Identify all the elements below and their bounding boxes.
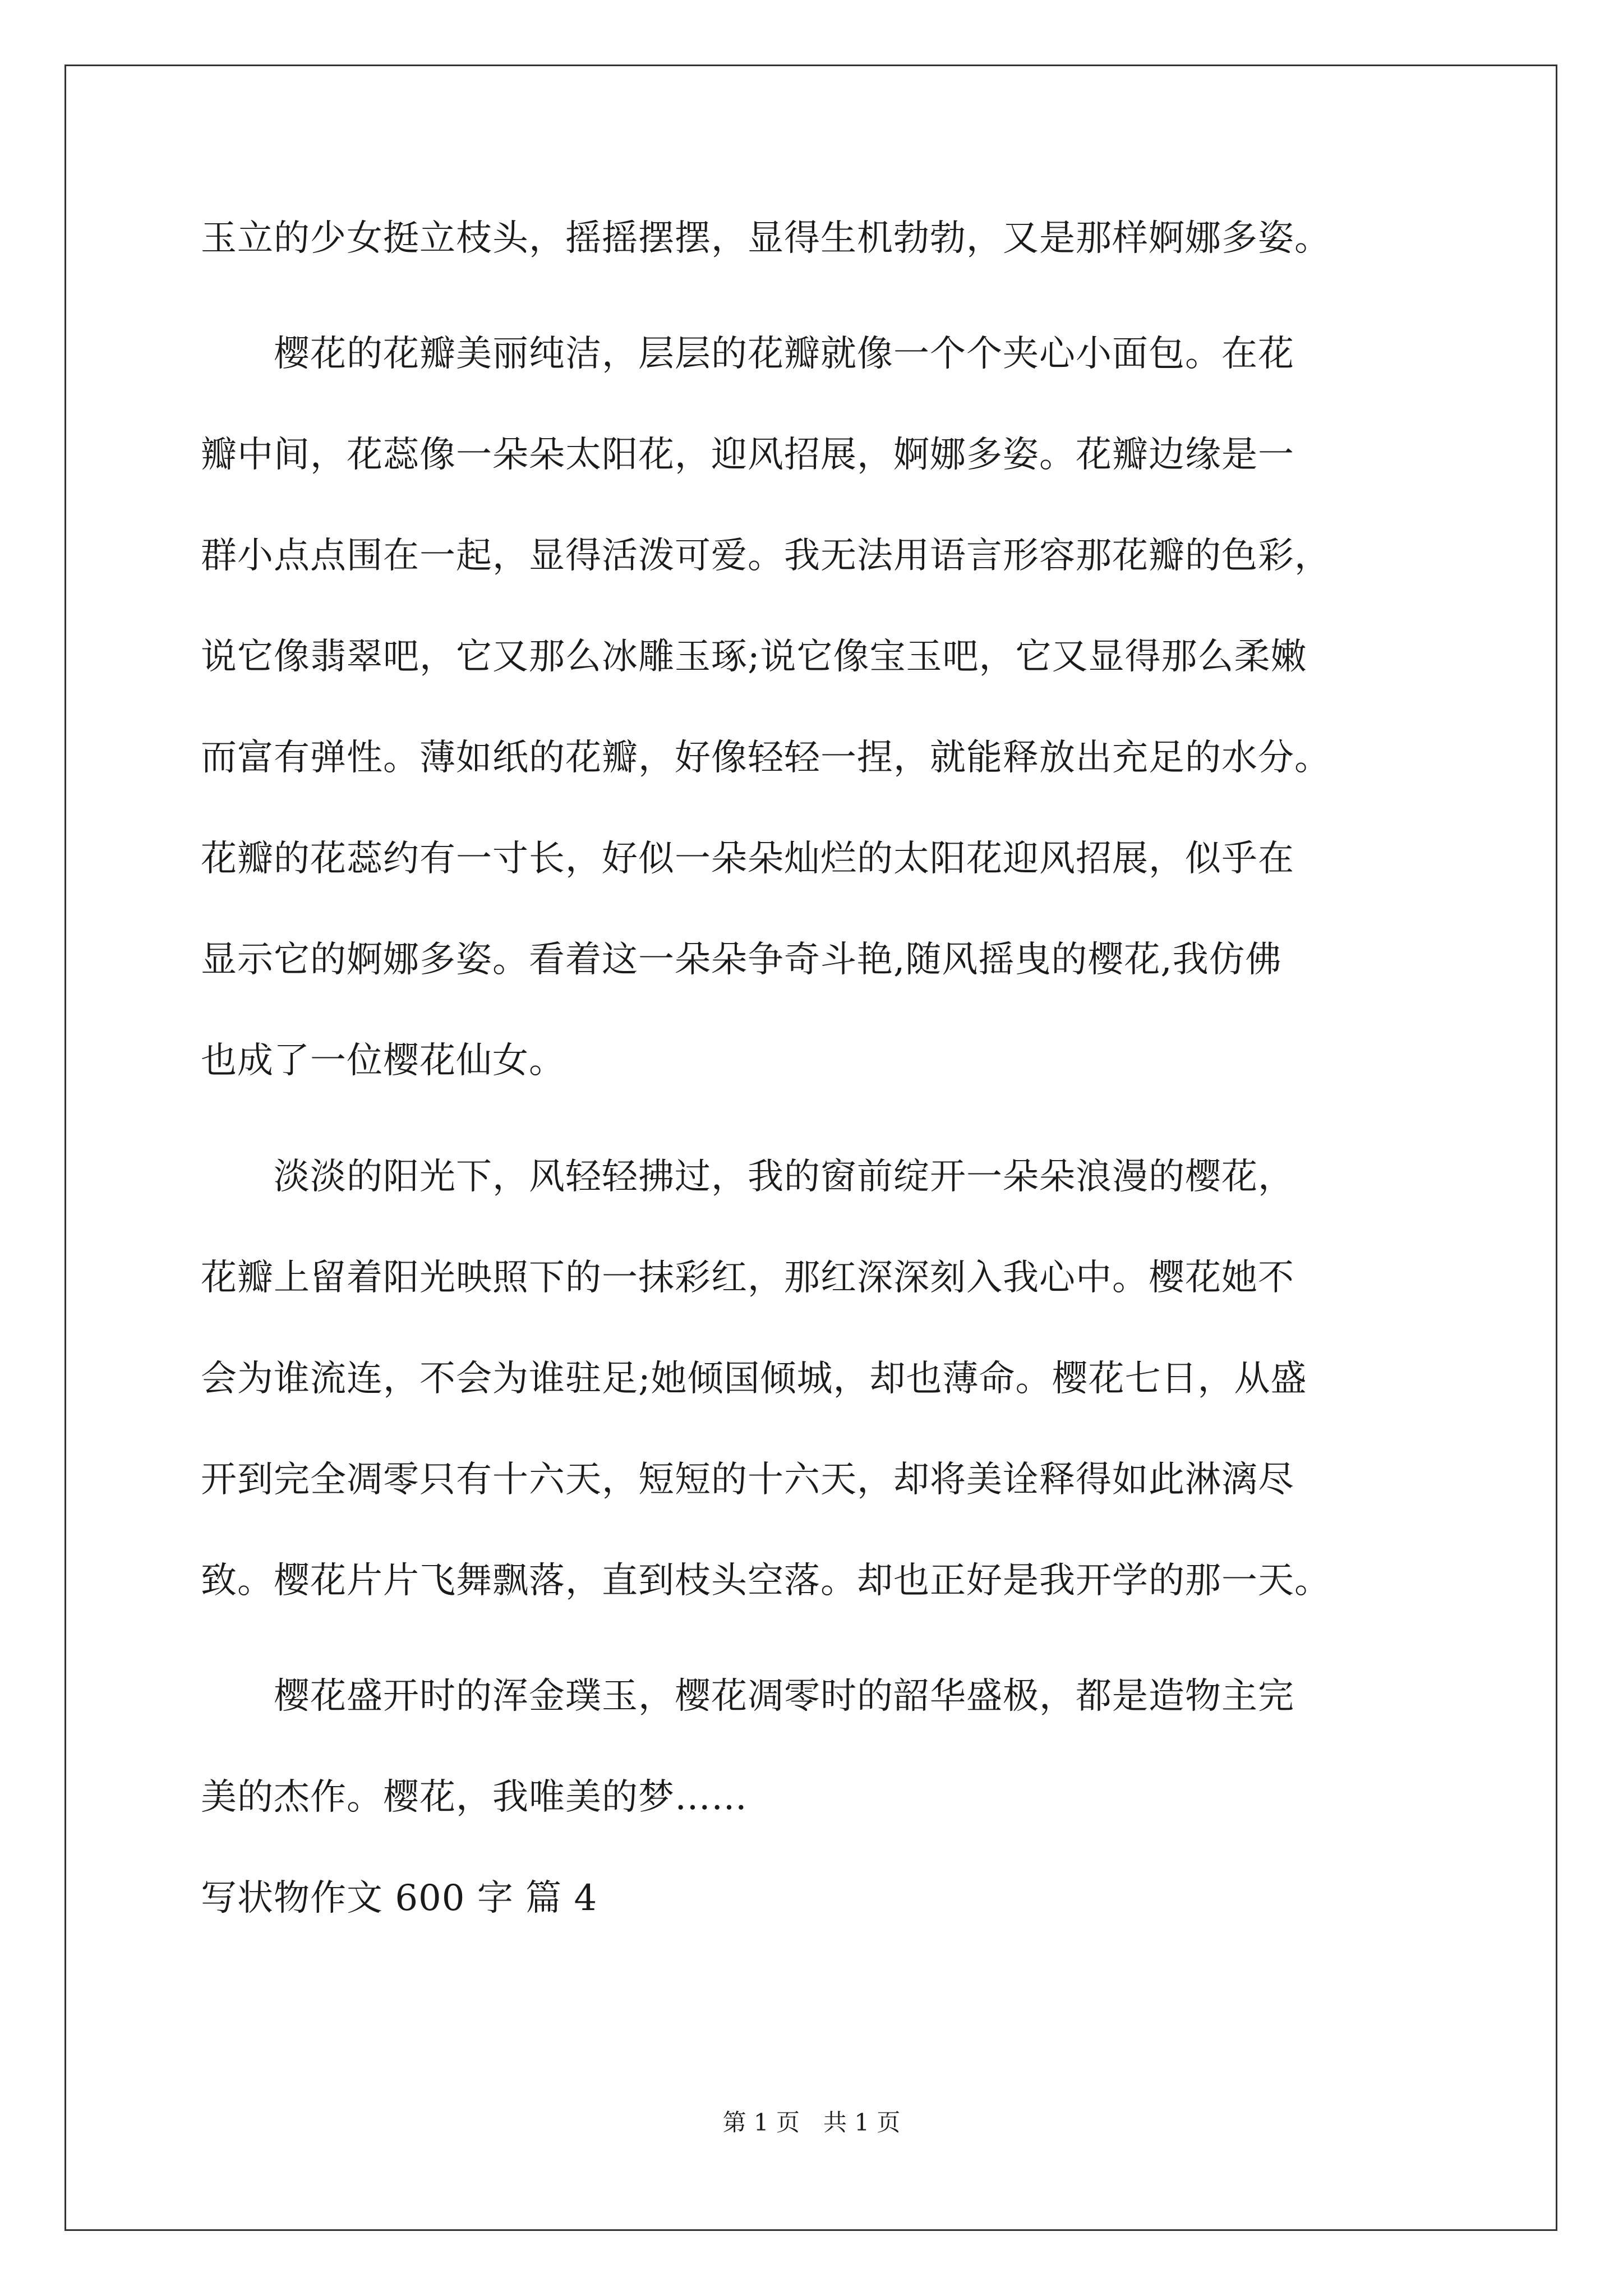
text-line: 而富有弹性。薄如纸的花瓣，好像轻轻一捏，就能释放出充足的水分。: [201, 737, 1331, 779]
text-line: 也成了一位樱花仙女。: [201, 1040, 565, 1082]
text-line: 致。樱花片片飞舞飘落，直到枝头空落。却也正好是我开学的那一天。: [201, 1560, 1331, 1602]
text-line: 花瓣的花蕊约有一寸长，好似一朵朵灿烂的太阳花迎风招展，似乎在: [201, 838, 1294, 880]
page-number-footer: 第 1 页 共 1 页: [722, 2109, 901, 2136]
paragraph-first-line: 樱花盛开时的浑金璞玉，樱花凋零时的韶华盛极，都是造物主完: [201, 1676, 1294, 1717]
text-line: 群小点点围在一起，显得活泼可爱。我无法用语言形容那花瓣的色彩，: [201, 535, 1331, 577]
text-line: 开到完全凋零只有十六天，短短的十六天，却将美诠释得如此淋漓尽: [201, 1459, 1294, 1501]
text-line: 显示它的婀娜多姿。看着这一朵朵争奇斗艳,随风摇曳的樱花,我仿佛: [201, 939, 1282, 981]
paragraph-first-line: 樱花的花瓣美丽纯洁，层层的花瓣就像一个个夹心小面包。在花: [201, 333, 1294, 375]
text-line: 瓣中间，花蕊像一朵朵太阳花，迎风招展，婀娜多姿。花瓣边缘是一: [201, 434, 1294, 476]
section-heading: 写状物作文 600 字 篇 4: [201, 1878, 598, 1919]
text-line: 美的杰作。樱花，我唯美的梦……: [201, 1777, 748, 1818]
text-line: 会为谁流连，不会为谁驻足;她倾国倾城，却也薄命。樱花七日，从盛: [201, 1358, 1307, 1400]
text-line: 玉立的少女挺立枝头，摇摇摆摆，显得生机勃勃，又是那样婀娜多姿。: [201, 218, 1331, 259]
text-line: 花瓣上留着阳光映照下的一抹彩红，那红深深刻入我心中。樱花她不: [201, 1257, 1294, 1299]
text-line: 说它像翡翠吧，它又那么冰雕玉琢;说它像宝玉吧，它又显得那么柔嫩: [201, 636, 1307, 678]
paragraph-first-line: 淡淡的阳光下，风轻轻拂过，我的窗前绽开一朵朵浪漫的樱花，: [201, 1156, 1294, 1198]
